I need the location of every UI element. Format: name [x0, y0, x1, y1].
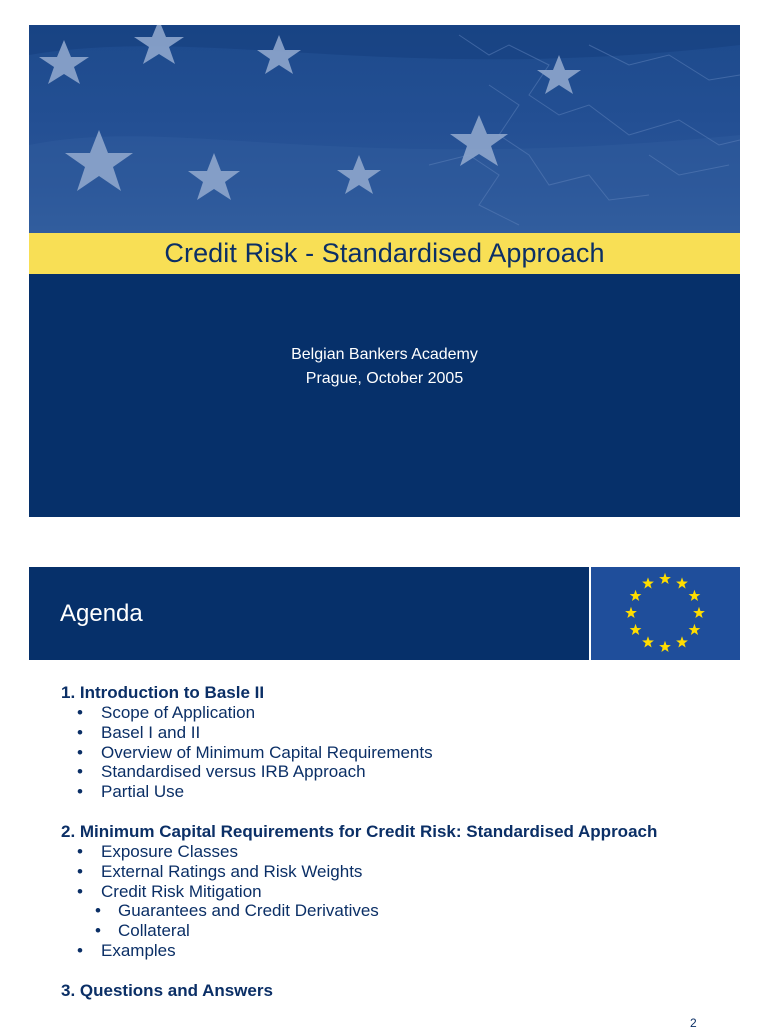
bullet-icon: •: [95, 901, 101, 921]
agenda-title: Agenda: [60, 600, 143, 627]
star-icon: [689, 624, 701, 635]
title-bar: [29, 233, 740, 274]
eu-flag-banner-image: [29, 25, 740, 233]
agenda-section-3-heading: 3. Questions and Answers: [61, 980, 273, 1000]
bullet-icon: •: [77, 841, 83, 861]
star-icon: [659, 641, 671, 652]
bullet-icon: •: [95, 921, 101, 941]
presenter-org: Belgian Bankers Academy: [291, 346, 478, 363]
title-slide: [29, 25, 740, 517]
bullet-icon: •: [77, 703, 83, 722]
star-icon: [642, 577, 654, 588]
bullet-icon: •: [77, 861, 83, 881]
eu-stars-circle-icon: [591, 567, 740, 660]
list-item: • Overview of Minimum Capital Requirements: [77, 742, 433, 762]
bullet-icon: •: [77, 722, 83, 742]
flag-map-illustration: [29, 25, 740, 233]
agenda-list: [61, 683, 741, 1001]
bullet-icon: •: [77, 762, 83, 782]
list-item: • Basel I and II: [77, 722, 201, 742]
agenda-section-1-heading: 1. Introduction to Basle II: [61, 683, 265, 702]
star-icon: [630, 624, 642, 635]
subtitle-block: [29, 343, 740, 391]
list-item: • External Ratings and Risk Weights: [77, 861, 363, 881]
bullet-icon: •: [77, 742, 83, 762]
star-icon: [630, 590, 642, 601]
star-icon: [642, 636, 654, 647]
bullet-icon: •: [77, 881, 83, 901]
list-item: • Credit Risk Mitigation: [77, 881, 262, 901]
star-icon: [625, 607, 637, 618]
list-item: • Standardised versus IRB Approach: [77, 762, 366, 782]
agenda-header-bar: [29, 567, 589, 660]
list-item: • Scope of Application: [77, 703, 256, 722]
list-subitem: • Guarantees and Credit Derivatives: [95, 901, 379, 921]
agenda-section-2-heading: 2. Minimum Capital Requirements for Credit Risk: Standardised Approach: [61, 821, 658, 841]
list-item: • Exposure Classes: [77, 841, 239, 861]
star-icon: [676, 636, 688, 647]
star-icon: [676, 577, 688, 588]
list-item: • Partial Use: [77, 782, 185, 802]
star-icon: [693, 607, 705, 618]
page-number: 2: [690, 1016, 697, 1030]
star-icon: [689, 590, 701, 601]
slide-title: Credit Risk - Standardised Approach: [164, 238, 605, 268]
star-icon: [659, 573, 671, 584]
bullet-icon: •: [77, 940, 83, 960]
eu-flag: [591, 567, 740, 660]
list-subitem: • Collateral: [95, 921, 190, 941]
bullet-icon: •: [77, 782, 83, 802]
location-date: Prague, October 2005: [305, 370, 464, 387]
list-item: • Examples: [77, 940, 176, 960]
